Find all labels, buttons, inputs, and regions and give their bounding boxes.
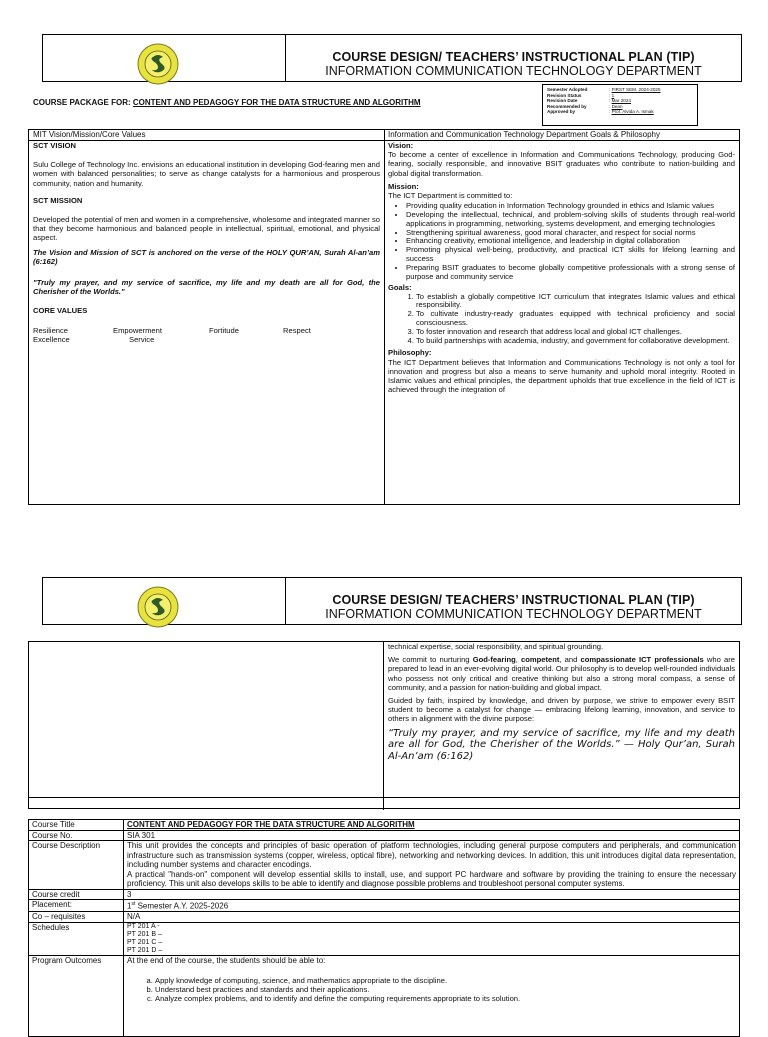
description-paragraph: This unit provides the concepts and principles of basic operation of platform technologies, including general purpose computers and peripherals, and communication infrastructure such as transmission systems (copper, wireless, optical fibre), networking and networking devices. In addition, this unit introduces digital data representation, including number systems and character encodings. bbox=[127, 841, 736, 869]
row-label: Schedules bbox=[29, 923, 124, 956]
table-row bbox=[29, 956, 739, 1036]
commit-bold: God-fearing bbox=[472, 655, 516, 665]
list-item: c. Analyze complex problems, and to identify and define the computing requirements appropriate to its solution. bbox=[155, 994, 736, 1003]
course-credit-value: 3 bbox=[127, 889, 132, 899]
course-package-label: COURSE PACKAGE FOR: bbox=[33, 98, 133, 107]
ict-column-header: Information and Communication Technology Department Goals & Philosophy bbox=[384, 130, 739, 141]
course-title-value: CONTENT AND PEDAGOGY FOR THE DATA STRUCTURE AND ALGORITHM bbox=[127, 820, 415, 829]
commit-bold: compassionate ICT professionals bbox=[580, 655, 704, 665]
core-values-row bbox=[29, 326, 384, 335]
commitment-text bbox=[388, 655, 735, 692]
rev-value: Prof. Alvida A. Ismak bbox=[611, 109, 654, 115]
ict-goals-list bbox=[384, 293, 739, 346]
table-row bbox=[29, 912, 739, 923]
rev-key: Semester Adopted bbox=[547, 87, 588, 92]
commit-text: We commit to nurturing bbox=[388, 655, 473, 665]
rev-key: Approved by bbox=[547, 109, 576, 115]
sct-mission-text: Developed the potential of men and women in a comprehensive, wholesome and integrated manner so that they become harmonious and balanced people in intellectual, spiritual, emotional, and physical aspect. bbox=[33, 215, 380, 243]
revision-box: Semester Adopted : FIRST SEM. 2024-2025 Revision Status : 1 Revision Date : Mar 2024 Recommended by : Dean Approved by : Prof. Alvida A. Ismak bbox=[542, 84, 698, 126]
logo-cell bbox=[43, 578, 286, 624]
list-item: 1. To establish a globally competitive ICT curriculum that integrates Islamic values and ethical responsibility. bbox=[416, 293, 735, 311]
rev-value: Mar 2024 bbox=[611, 98, 631, 104]
commit-bold: competent bbox=[521, 655, 560, 665]
document-title: COURSE DESIGN/ TEACHERS’ INSTRUCTIONAL PLAN (TIP) bbox=[332, 50, 695, 64]
quran-quote: “Truly my prayer, and my service of sacrifice, my life and my death are all for God, the Cherisher of the Worlds.” — Holy Qur’an, Surah Al-An’am (6:162) bbox=[388, 727, 735, 762]
ict-philosophy-title: Philosophy: bbox=[388, 348, 432, 358]
title-cell bbox=[286, 578, 741, 624]
table-row bbox=[29, 900, 739, 912]
vision-mission-table bbox=[28, 129, 740, 505]
verse-text: "Truly my prayer, and my service of sacrifice, my life and my death are all for God, the Cherisher of the Worlds." bbox=[33, 278, 380, 297]
course-no-value: SIA 301 bbox=[127, 830, 156, 840]
core-value: Service bbox=[129, 334, 155, 344]
description-paragraph: A practical "hands-on" component will develop essential skills to install, use, and support PC hardware and software by providing the training to ensure the necessary proficiency. This unit also develops skills to be able to identify and diagnose possible problems and troubleshoot personal computer systems. bbox=[127, 869, 736, 888]
ict-mission-intro: The ICT Department is committed to: bbox=[388, 191, 513, 201]
philosophy-continuation-table bbox=[28, 641, 740, 809]
department-title: INFORMATION COMMUNICATION TECHNOLOGY DEPARTMENT bbox=[325, 64, 702, 78]
rev-key: Revision Date bbox=[547, 98, 578, 104]
list-item: • Enhancing creativity, emotional intelligence, and leadership in digital collaboration bbox=[406, 237, 735, 246]
row-label: Co – requisites bbox=[29, 912, 124, 922]
list-item: 2. To cultivate industry-ready graduates equipped with technical proficiency and social consciousness. bbox=[416, 310, 735, 328]
row-label: Course No. bbox=[29, 831, 124, 841]
guided-text: Guided by faith, inspired by knowledge, and driven by purpose, we strive to empower every BSIT student to become a catalyst for change — embracing lifelong learning, innovation, and service to others in alignment with the divine purpose: bbox=[388, 696, 735, 724]
row-label: Course Title bbox=[29, 820, 124, 830]
placement-number: 1 bbox=[127, 901, 132, 911]
ict-column bbox=[384, 130, 739, 504]
po-intro: At the end of the course, the students should be able to: bbox=[127, 956, 326, 966]
philosophy-continuation: technical expertise, social responsibility, and spiritual grounding. bbox=[388, 642, 604, 651]
empty-row bbox=[29, 797, 739, 810]
rev-value: Dean bbox=[611, 103, 623, 109]
placement-text: Semester A.Y. 2025-2026 bbox=[135, 901, 229, 911]
ict-goals-title: Goals: bbox=[388, 283, 412, 293]
core-value: Excellence bbox=[33, 334, 70, 344]
list-item: • Developing the intellectual, technical, and problem-solving skills of students through real-world applications in programming, networking, systems development, and emerging technologies bbox=[406, 211, 735, 229]
rev-value: 1 bbox=[611, 92, 615, 98]
rev-value: FIRST SEM. 2024-2025 bbox=[611, 87, 661, 92]
core-value: Empowerment bbox=[113, 325, 162, 335]
college-seal-icon bbox=[137, 43, 179, 85]
ict-mission-title: Mission: bbox=[388, 181, 419, 191]
college-seal-icon bbox=[137, 586, 179, 628]
sct-column-header: MIT Vision/Mission/Core Values bbox=[29, 130, 384, 141]
commit-text: , bbox=[515, 655, 521, 665]
sct-vision-text: Sulu College of Technology Inc. envisions an educational institution in developing God-fearing men and women with balanced personalities; to serve as change catalysts for a harmonious and prosperous community, nation and humanity. bbox=[33, 160, 380, 188]
po-list bbox=[127, 976, 736, 1003]
list-item: • Preparing BSIT graduates to become globally competitive professionals with a strong sense of purpose and community service bbox=[406, 264, 735, 282]
philosophy-cell bbox=[384, 642, 739, 797]
list-item: • Providing quality education in Information Technology grounded in ethics and Islamic values bbox=[406, 202, 735, 211]
document-title: COURSE DESIGN/ TEACHERS’ INSTRUCTIONAL PLAN (TIP) bbox=[332, 593, 695, 607]
schedule-item: PT 201 D – bbox=[127, 947, 163, 955]
ict-philosophy-text: The ICT Department believes that Information and Communications Technology is not only a tool for innovation and progress but also a means to serve humanity and uphold moral integrity. Rooted in Islamic values and ethical principles, the department upholds that true excellence in the field of ICT is achieved through the integration of bbox=[388, 357, 735, 395]
sct-column bbox=[29, 130, 385, 504]
empty-cell bbox=[29, 642, 384, 797]
list-item: a. Apply knowledge of computing, science, and mathematics appropriate to the discipline. bbox=[155, 976, 736, 985]
program-outcomes bbox=[124, 956, 739, 1036]
schedules-list bbox=[124, 923, 739, 956]
sct-vision-title: SCT VISION bbox=[33, 141, 77, 150]
ict-vision-title: Vision: bbox=[388, 141, 414, 150]
commit-text: who are prepared to lead in an ever-evolving digital world. Our philosophy is to develop well-rounded individuals who possess not only critical and creative thinking but also a strong moral compass, a sense of community, and a passion for nation-building and global impact. bbox=[388, 655, 735, 692]
anchor-text: The Vision and Mission of SCT is anchored on the verse of the HOLY QUR’AN, Surah Al-an’am (6:162) bbox=[33, 247, 380, 266]
page-header bbox=[42, 577, 742, 625]
commit-text: , and bbox=[559, 655, 581, 665]
core-value: Respect bbox=[283, 325, 311, 335]
department-title: INFORMATION COMMUNICATION TECHNOLOGY DEPARTMENT bbox=[325, 607, 702, 621]
row-label: Program Outcomes bbox=[29, 956, 124, 1036]
core-values-title: CORE VALUES bbox=[33, 306, 88, 316]
page-header bbox=[42, 34, 742, 82]
table-row bbox=[29, 841, 739, 890]
row-label: Placement: bbox=[29, 900, 124, 911]
table-row bbox=[29, 923, 739, 957]
list-item: b. Understand best practices and standards and their applications. bbox=[155, 985, 736, 994]
table-row bbox=[29, 831, 739, 842]
rev-key: Recommended by bbox=[547, 103, 587, 109]
row-label: Course Description bbox=[29, 841, 124, 889]
schedule-item: PT 201 B – bbox=[127, 930, 162, 938]
title-cell bbox=[286, 35, 741, 81]
core-value: Resilience bbox=[33, 325, 69, 335]
list-item: 4. To build partnerships with academia, industry, and government for collaborative development. bbox=[416, 337, 735, 346]
schedule-item: PT 201 A - bbox=[127, 922, 160, 930]
ict-mission-list bbox=[384, 202, 739, 281]
list-item: 3. To foster innovation and research that address local and global ICT challenges. bbox=[416, 328, 735, 337]
row-label: Course credit bbox=[29, 890, 124, 900]
logo-cell bbox=[43, 35, 286, 81]
table-row bbox=[29, 820, 739, 831]
placement-value bbox=[124, 900, 739, 911]
core-value: Fortitude bbox=[209, 325, 239, 335]
sct-mission-title: SCT MISSION bbox=[33, 195, 83, 205]
rev-key: Revision Status bbox=[547, 92, 582, 98]
course-description bbox=[124, 841, 739, 889]
course-package-line bbox=[33, 98, 421, 107]
course-info-table bbox=[28, 819, 740, 1037]
schedule-item: PT 201 C – bbox=[127, 939, 163, 947]
ict-vision-text: To become a center of excellence in Information and Communications Technology, producing God-fearing, socially responsible, and innovative BSIT graduates who contribute to nation-building and global digital transformation. bbox=[388, 150, 735, 178]
placement-suffix: st bbox=[131, 901, 136, 907]
table-row bbox=[29, 890, 739, 901]
list-item: • Strengthening spiritual awareness, good moral character, and respect for social norms bbox=[406, 229, 735, 238]
coreq-value: N/A bbox=[127, 912, 141, 922]
list-item: • Promoting physical well-being, productivity, and practical ICT skills for lifelong learning and success bbox=[406, 246, 735, 264]
core-values-row bbox=[29, 335, 384, 344]
course-package-value: CONTENT AND PEDAGOGY FOR THE DATA STRUCTURE AND ALGORITHM bbox=[132, 98, 421, 107]
